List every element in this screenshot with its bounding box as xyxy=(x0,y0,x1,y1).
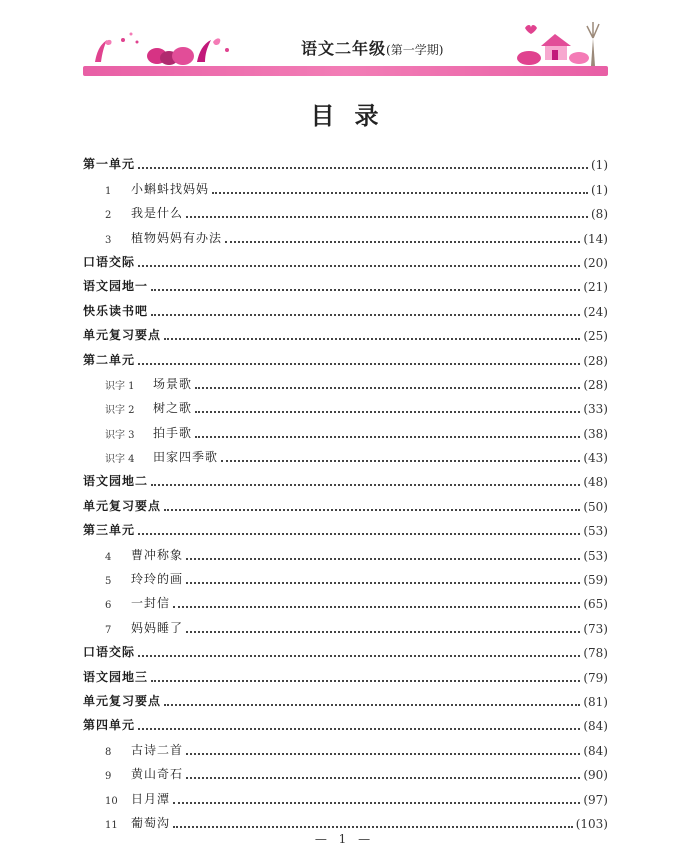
toc-section-row[interactable] xyxy=(83,636,608,660)
section-title: 第四单元 xyxy=(83,718,136,733)
dot-leader xyxy=(186,752,580,755)
toc-section-row[interactable] xyxy=(83,319,608,343)
lesson-number: 8 xyxy=(105,746,112,758)
lesson-number: 识字 3 xyxy=(105,429,135,441)
toc-lesson-row[interactable] xyxy=(83,563,608,587)
dot-leader xyxy=(186,776,580,779)
house-decoration-icon xyxy=(513,18,608,68)
lesson-number: 9 xyxy=(105,771,112,783)
page-ref: (78) xyxy=(583,646,608,661)
dot-leader xyxy=(186,215,588,218)
section-title: 第二单元 xyxy=(83,352,136,367)
dot-leader xyxy=(151,313,580,316)
page-title-text: 目录 xyxy=(310,101,399,130)
lesson-title: 葡萄沟 xyxy=(131,815,171,830)
toc-lesson-row[interactable] xyxy=(83,807,608,831)
section-title: 第三单元 xyxy=(83,523,136,538)
toc-section-row[interactable] xyxy=(83,148,608,172)
dot-leader xyxy=(173,605,580,608)
page-ref: (43) xyxy=(583,451,608,466)
lesson-number: 11 xyxy=(105,819,118,831)
page-ref: (53) xyxy=(583,548,608,563)
lesson-number: 7 xyxy=(105,624,112,636)
dot-leader xyxy=(186,581,580,584)
lesson-title: 妈妈睡了 xyxy=(131,620,184,635)
page-ref: (28) xyxy=(583,377,608,392)
toc-lesson-row[interactable] xyxy=(83,733,608,757)
toc-lesson-row[interactable] xyxy=(83,197,608,221)
lesson-number: 3 xyxy=(105,234,112,246)
page-ref: (79) xyxy=(583,670,608,685)
lesson-title: 拍手歌 xyxy=(153,425,193,440)
lesson-title: 树之歌 xyxy=(153,401,193,416)
toc-section-row[interactable] xyxy=(83,685,608,709)
table-of-contents xyxy=(83,148,608,831)
lesson-title: 日月潭 xyxy=(131,791,171,806)
section-title: 单元复习要点 xyxy=(83,328,162,343)
lesson-title: 小蝌蚪找妈妈 xyxy=(131,181,210,196)
page-title xyxy=(0,96,689,131)
page-ref: (84) xyxy=(583,743,608,758)
dot-leader xyxy=(138,362,580,365)
page-ref: (53) xyxy=(583,524,608,539)
toc-lesson-row[interactable] xyxy=(83,782,608,806)
page-ref: (14) xyxy=(583,231,608,246)
lesson-title: 植物妈妈有办法 xyxy=(131,230,223,245)
lesson-title: 田家四季歌 xyxy=(153,450,219,465)
dot-leader xyxy=(173,825,573,828)
dot-leader xyxy=(195,435,580,438)
dot-leader xyxy=(138,654,580,657)
banner-bar xyxy=(83,66,608,76)
lesson-number: 6 xyxy=(105,600,112,612)
page-ref: (73) xyxy=(583,621,608,636)
section-title: 口语交际 xyxy=(83,254,136,269)
dot-leader xyxy=(186,557,580,560)
lesson-title: 玲玲的画 xyxy=(131,572,184,587)
lesson-number: 2 xyxy=(105,210,112,222)
page-ref: (25) xyxy=(583,329,608,344)
dot-leader xyxy=(212,191,588,194)
dot-leader xyxy=(164,508,580,511)
dot-leader xyxy=(221,459,580,462)
page-ref: (1) xyxy=(591,158,608,173)
page-ref: (103) xyxy=(575,816,608,831)
dot-leader xyxy=(138,727,580,730)
toc-lesson-row[interactable] xyxy=(83,538,608,562)
dot-leader xyxy=(195,386,580,389)
page-ref: (59) xyxy=(583,573,608,588)
page-ref: (20) xyxy=(583,255,608,270)
page-ref: (8) xyxy=(591,207,608,222)
section-title: 单元复习要点 xyxy=(83,693,162,708)
dot-leader xyxy=(173,801,580,804)
toc-section-row[interactable] xyxy=(83,246,608,270)
toc-lesson-row[interactable] xyxy=(83,611,608,635)
banner-title-main: 语文二年级 xyxy=(301,39,387,58)
lesson-number: 4 xyxy=(105,551,112,563)
page-ref: (38) xyxy=(583,426,608,441)
banner-title-sub: (第一学期) xyxy=(386,43,444,57)
lesson-number: 10 xyxy=(105,795,118,807)
flower-decoration-icon xyxy=(87,28,237,68)
section-title: 语文园地三 xyxy=(83,669,149,684)
toc-section-row[interactable] xyxy=(83,709,608,733)
lesson-title: 古诗二首 xyxy=(131,742,184,757)
lesson-number: 识字 2 xyxy=(105,405,135,417)
dot-leader xyxy=(186,630,580,633)
page-ref: (97) xyxy=(583,792,608,807)
lesson-number: 识字 4 xyxy=(105,454,135,466)
toc-lesson-row[interactable] xyxy=(83,392,608,416)
dot-leader xyxy=(138,166,588,169)
toc-lesson-row[interactable] xyxy=(83,368,608,392)
dot-leader xyxy=(138,264,580,267)
lesson-title: 场景歌 xyxy=(153,376,193,391)
toc-lesson-row[interactable] xyxy=(83,758,608,782)
header-banner xyxy=(83,18,608,76)
page-ref: (65) xyxy=(583,597,608,612)
toc-section-row[interactable] xyxy=(83,489,608,513)
dot-leader xyxy=(164,337,580,340)
section-title: 快乐读书吧 xyxy=(83,303,149,318)
page-ref: (90) xyxy=(583,768,608,783)
toc-section-row[interactable] xyxy=(83,343,608,367)
page-ref: (1) xyxy=(591,182,608,197)
toc-lesson-row[interactable] xyxy=(83,587,608,611)
lesson-title: 我是什么 xyxy=(131,206,184,221)
section-title: 口语交际 xyxy=(83,645,136,660)
page-number: — 1 — xyxy=(314,832,375,846)
dot-leader xyxy=(164,703,580,706)
banner-title xyxy=(301,36,443,59)
page-ref: (50) xyxy=(583,499,608,514)
dot-leader xyxy=(151,288,580,291)
section-title: 语文园地二 xyxy=(83,474,149,489)
dot-leader xyxy=(151,679,580,682)
dot-leader xyxy=(225,240,580,243)
toc-section-row[interactable] xyxy=(83,514,608,538)
dot-leader xyxy=(195,410,580,413)
section-title: 单元复习要点 xyxy=(83,498,162,513)
toc-lesson-row[interactable] xyxy=(83,416,608,440)
toc-lesson-row[interactable] xyxy=(83,221,608,245)
toc-section-row[interactable] xyxy=(83,270,608,294)
page-ref: (48) xyxy=(583,475,608,490)
page-ref: (84) xyxy=(583,719,608,734)
lesson-title: 一封信 xyxy=(131,596,171,611)
lesson-title: 曹冲称象 xyxy=(131,547,184,562)
lesson-number: 1 xyxy=(105,185,112,197)
page-ref: (81) xyxy=(583,694,608,709)
dot-leader xyxy=(151,483,580,486)
lesson-number: 识字 1 xyxy=(105,380,135,392)
toc-lesson-row[interactable] xyxy=(83,172,608,196)
section-title: 语文园地一 xyxy=(83,279,149,294)
lesson-title: 黄山奇石 xyxy=(131,767,184,782)
toc-lesson-row[interactable] xyxy=(83,441,608,465)
page-ref: (28) xyxy=(583,353,608,368)
toc-section-row[interactable] xyxy=(83,660,608,684)
lesson-number: 5 xyxy=(105,576,112,588)
dot-leader xyxy=(138,532,580,535)
section-title: 第一单元 xyxy=(83,157,136,172)
page-ref: (21) xyxy=(583,280,608,295)
toc-section-row[interactable] xyxy=(83,465,608,489)
page-ref: (33) xyxy=(583,402,608,417)
page-ref: (24) xyxy=(583,304,608,319)
toc-section-row[interactable] xyxy=(83,294,608,318)
